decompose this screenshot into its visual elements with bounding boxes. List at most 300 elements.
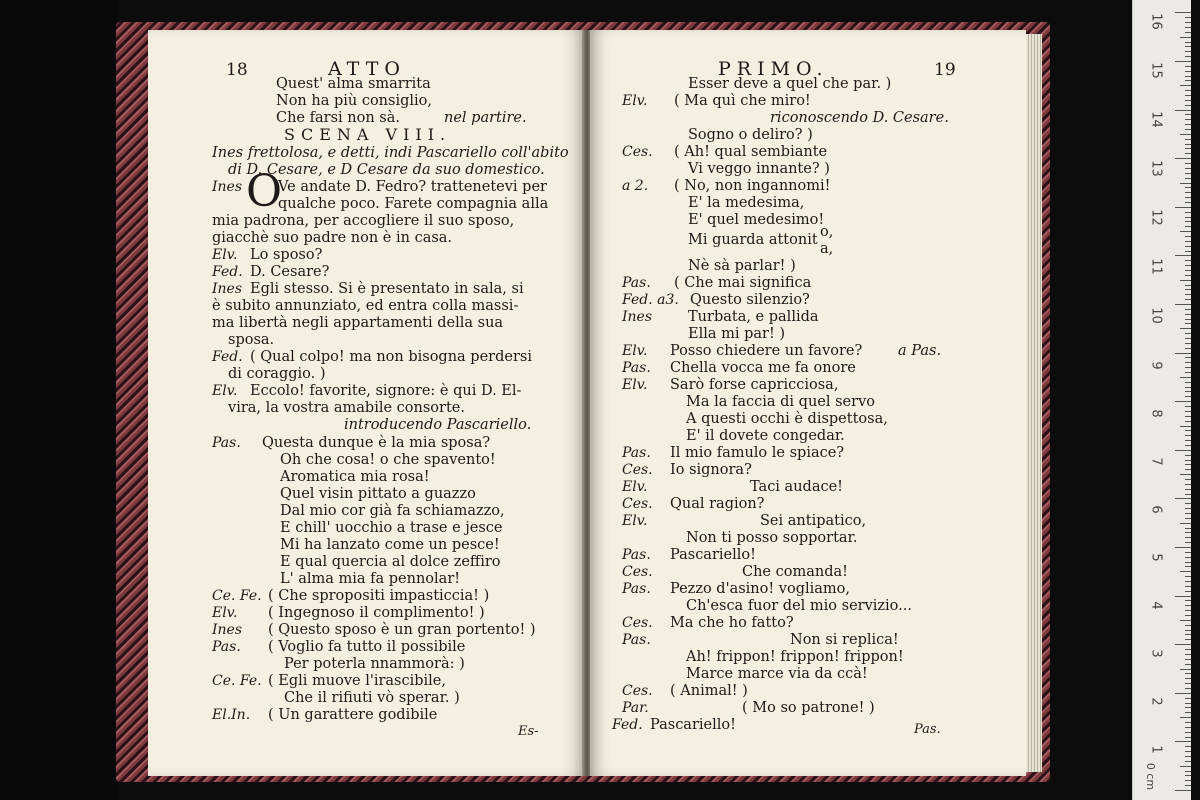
ruler-tick [1175,255,1191,256]
prose-line: sposa. [228,332,275,348]
ruler-tick [1180,37,1191,38]
verse-line: Il mio famulo le spiace? [670,445,845,461]
ruler-tick [1185,503,1191,504]
ruler-tick [1185,518,1191,519]
verse-line: Turbata, e pallida [688,309,819,325]
speaker-label: Pas. [622,275,651,291]
ruler-number: 15 [1148,62,1164,79]
speaker-label: Elv. [622,93,648,109]
ruler-tick [1185,22,1191,23]
ruler-tick [1175,401,1191,402]
catchword: Pas. [914,722,941,737]
ruler-tick [1185,557,1191,558]
verse-line: ( Che mai significa [674,275,812,291]
ruler-number: 6 [1148,505,1164,514]
ruler-tick [1185,785,1191,786]
ruler-tick [1185,576,1191,577]
ruler-tick [1175,547,1191,548]
ruler-tick [1185,600,1191,601]
ruler-tick [1175,158,1191,159]
speaker-label: Fed. [212,349,243,365]
ruler-tick [1175,207,1191,208]
page-number: 18 [226,60,248,80]
ruler-number: 14 [1148,111,1164,128]
verse-line: Pezzo d'asino! vogliamo, [670,581,851,597]
ruler-tick [1185,649,1191,650]
verse-line: Oh che cosa! o che spavento! [280,452,496,468]
verse-line: Non ha più consiglio, [276,93,432,109]
ruler-tick [1185,241,1191,242]
ruler-tick [1185,634,1191,635]
catchword: Es- [518,724,539,739]
speaker-label: Fed. [612,717,643,733]
ruler-tick [1185,625,1191,626]
verse-line: Marce marce via da ccà! [686,666,868,682]
verse-line: Mi guarda attonit [688,232,818,248]
ruler-tick [1185,221,1191,222]
ruler-tick [1175,498,1191,499]
verse-variant-a: a, [820,241,834,257]
prose-line: Ve andate D. Fedro? trattenetevi per [278,179,547,195]
ruler-tick [1180,717,1191,718]
ruler-tick [1185,615,1191,616]
ruler-tick [1185,187,1191,188]
ruler-tick [1185,153,1191,154]
running-header: PRIMO. [718,58,829,80]
ruler-tick [1185,212,1191,213]
prose-line: giacchè suo padre non è in casa. [212,230,453,246]
ruler-tick [1185,309,1191,310]
ruler-tick [1180,85,1191,86]
dark-background [0,0,118,800]
ruler-tick [1185,678,1191,679]
page-edges [1026,34,1042,772]
ruler-tick [1185,372,1191,373]
prose-line: D. Cesare? [250,264,330,280]
verse-line: E' la medesima, [688,195,805,211]
ruler-tick [1185,265,1191,266]
verse-line: Questo silenzio? [690,292,810,308]
speaker-label: Ces. [622,615,653,631]
ruler-tick [1185,727,1191,728]
ruler-tick [1185,197,1191,198]
ruler-number: 7 [1148,457,1164,466]
ruler-tick [1185,387,1191,388]
prose-line: ma libertà negli appartamenti della sua [212,315,504,331]
ruler-tick [1185,537,1191,538]
speaker-label: Elv. [212,247,238,263]
ruler-tick [1185,124,1191,125]
speaker-label: Ces. [622,462,653,478]
ruler-number: 2 [1148,697,1164,706]
speaker-label: Elv. [622,513,648,529]
verse-line: Ma la faccia di quel servo [686,394,875,410]
verse-line: Ma che ho fatto? [670,615,794,631]
ruler-tick [1180,669,1191,670]
prose-line: vira, la vostra amabile consorte. [228,400,465,416]
ruler-tick [1185,314,1191,315]
ruler-tick [1185,343,1191,344]
ruler-tick [1175,741,1191,742]
verse-line: Mi ha lanzato come un pesce! [280,537,500,553]
ruler-tick [1185,285,1191,286]
ruler-tick [1185,722,1191,723]
ruler-tick [1180,280,1191,281]
verse-line: Qual ragion? [670,496,765,512]
ruler-tick [1185,294,1191,295]
ruler-tick [1185,95,1191,96]
ruler-tick [1185,586,1191,587]
ruler-tick [1185,639,1191,640]
ruler-tick [1185,562,1191,563]
ruler-tick [1185,581,1191,582]
verse-line: Pascariello! [670,547,756,563]
speaker-label: a 2. [622,178,649,194]
verse-line: Pascariello! [650,717,736,733]
ruler-tick [1185,746,1191,747]
verse-line: ( Mo so patrone! ) [742,700,875,716]
verse-line: ( Animal! ) [670,683,748,699]
ruler-tick [1180,766,1191,767]
ruler-tick [1185,42,1191,43]
prose-line: di coraggio. ) [228,366,326,382]
ruler-number: 9 [1148,361,1164,370]
ruler-tick [1185,484,1191,485]
ruler-tick [1185,80,1191,81]
speaker-label: Ces. [622,496,653,512]
scene-heading: SCENA VIII. [284,125,452,144]
verse-line: Non si replica! [790,632,899,648]
ruler-tick [1185,445,1191,446]
ruler-tick [1180,620,1191,621]
verse-line: Ella mi par! ) [688,326,786,342]
ruler-tick [1180,134,1191,135]
speaker-label: Fed. a3. [622,292,679,308]
ruler-tick [1185,552,1191,553]
ruler-tick [1185,119,1191,120]
ruler-tick [1185,688,1191,689]
ruler-tick [1185,605,1191,606]
prose-line: qualche poco. Farete compagnia alla [278,196,549,212]
ruler-tick [1185,333,1191,334]
speaker-label: Elv. [212,605,238,621]
ruler-tick [1175,61,1191,62]
ruler-tick [1185,323,1191,324]
ruler-tick [1185,362,1191,363]
ruler-tick [1185,610,1191,611]
verse-line: Sogno o deliro? ) [688,127,813,143]
ruler-tick [1185,532,1191,533]
verse-line: A questi occhi è dispettosa, [686,411,888,427]
ruler-tick [1185,251,1191,252]
right-page [590,30,1026,776]
ruler-tick [1185,780,1191,781]
ruler-tick [1185,654,1191,655]
ruler-tick [1185,416,1191,417]
verse-line: Dal mio cor già fa schiamazzo, [280,503,505,519]
ruler-tick [1185,391,1191,392]
verse-line: Vi veggo innante? ) [688,161,830,177]
ruler-tick [1185,455,1191,456]
speaker-label: Pas. [622,360,651,376]
ruler-tick [1185,756,1191,757]
ruler-tick [1185,144,1191,145]
speaker-label: Ines [212,179,243,195]
verse-line: Sei antipatico, [760,513,867,529]
verse-line: Aromatica mia rosa! [280,469,430,485]
speaker-label: Par. [622,700,649,716]
ruler-tick [1185,17,1191,18]
ruler-tick [1180,571,1191,572]
ruler-tick [1175,353,1191,354]
ruler-tick [1185,129,1191,130]
ruler-tick [1185,513,1191,514]
verse-line: Esser deve a quel che par. ) [688,76,892,92]
ruler-tick [1185,732,1191,733]
speaker-label: Pas. [622,547,651,563]
verse-line: Quel visin pittato a guazzo [280,486,476,502]
ruler-tick [1185,464,1191,465]
ruler-tick [1185,56,1191,57]
ruler-tick [1185,737,1191,738]
ruler-tick [1185,411,1191,412]
ruler-number: 4 [1148,601,1164,610]
ruler-tick [1185,440,1191,441]
prose-line: Eccolo! favorite, signore: è qui D. El- [250,383,522,399]
ruler-tick [1185,566,1191,567]
ruler-tick [1185,299,1191,300]
prose-line: è subito annunziato, ed entra colla massi- [212,298,519,314]
ruler-tick [1185,90,1191,91]
ruler-tick [1185,664,1191,665]
ruler-number: 12 [1148,209,1164,226]
verse-line: E chill' uocchio a trase e jesce [280,520,503,536]
ruler-tick [1180,328,1191,329]
ruler-tick [1185,289,1191,290]
speaker-label: Pas. [622,445,651,461]
prose-line: ( Qual colpo! ma non bisogna perdersi [250,349,532,365]
verse-line: ( Questo sposo è un gran portento! ) [268,622,536,638]
stage-direction: Ines frettolosa, e detti, indi Pascariello coll'abito [212,145,569,161]
speaker-label: Elv. [212,383,238,399]
speaker-label: Pas. [622,632,651,648]
verse-line: Che il rifiuti vò sperar. ) [284,690,460,706]
speaker-label: Elv. [622,479,648,495]
ruler-tick [1185,27,1191,28]
ruler-number: 3 [1148,649,1164,658]
speaker-label: Pas. [212,639,241,655]
ruler-tick [1185,712,1191,713]
verse-line: ( Ah! qual sembiante [674,144,828,160]
ruler-tick [1175,790,1191,791]
verse-line: Non ti posso sopportar. [686,530,858,546]
stage-direction: nel partire. [444,110,527,126]
ruler-tick [1185,542,1191,543]
verse-line: Quest' alma smarrita [276,76,431,92]
ruler-tick [1185,168,1191,169]
verse-line: E' quel medesimo! [688,212,825,228]
stage-direction: di D. Cesare, e D Cesare da suo domestico. [228,162,545,178]
verse-line: ( No, non ingannomi! [674,178,831,194]
ruler-tick [1185,357,1191,358]
ruler-tick [1185,396,1191,397]
ruler-tick [1185,105,1191,106]
verse-line: Chella vocca me fa onore [670,360,856,376]
measuring-ruler [1132,0,1191,800]
ruler-number: 5 [1148,553,1164,562]
ruler-number: 13 [1148,160,1164,177]
ruler-tick [1180,523,1191,524]
ruler-tick [1185,703,1191,704]
verse-line: ( Egli muove l'irascibile, [268,673,447,689]
ruler-tick [1185,46,1191,47]
running-header: ATTO [328,58,406,80]
verse-variant-o: o, [820,224,834,240]
ruler-tick [1175,693,1191,694]
verse-line: Sarò forse capricciosa, [670,377,839,393]
ruler-tick [1185,338,1191,339]
verse-line: Questa dunque è la mia sposa? [262,435,491,451]
ruler-number: 10 [1148,307,1164,324]
verse-line: Taci audace! [750,479,843,495]
verse-line: ( Che spropositi impasticcia! ) [268,588,490,604]
verse-line: ( Un garattere godibile [268,707,438,723]
ruler-tick [1185,460,1191,461]
ruler-tick [1185,698,1191,699]
ruler-tick [1175,110,1191,111]
verse-line: Ah! frippon! frippon! frippon! [686,649,904,665]
ruler-tick [1180,377,1191,378]
speaker-label: Ce. Fe. [212,673,262,689]
ruler-tick [1185,435,1191,436]
speaker-label: Ces. [622,144,653,160]
verse-line: E qual quercia al dolce zeffiro [280,554,501,570]
ruler-tick [1185,367,1191,368]
speaker-label: El.In. [212,707,251,723]
verse-line: Posso chiedere un favore? [670,343,863,359]
ruler-tick [1185,382,1191,383]
ruler-tick [1185,260,1191,261]
ruler-tick [1180,426,1191,427]
ruler-tick [1175,304,1191,305]
ruler-number: 16 [1148,13,1164,30]
ruler-tick [1185,236,1191,237]
stage-direction: a Pas. [898,343,942,359]
speaker-label: Ces. [622,564,653,580]
ruler-tick [1185,430,1191,431]
ruler-tick [1185,406,1191,407]
drop-cap: O [246,166,283,217]
verse-line: ( Voglio fa tutto il possibile [268,639,466,655]
verse-line: Nè sà parlar! ) [688,258,796,274]
verse-line: ( Ma quì che miro! [674,93,811,109]
verse-line: Io signora? [670,462,752,478]
ruler-tick [1175,644,1191,645]
ruler-tick [1185,217,1191,218]
ruler-number: 8 [1148,409,1164,418]
prose-line: mia padrona, per accogliere il suo sposo, [212,213,515,229]
ruler-number: 11 [1148,258,1164,275]
ruler-tick [1185,528,1191,529]
ruler-tick [1185,775,1191,776]
stage-direction: introducendo Pascariello. [344,417,532,433]
ruler-tick [1185,178,1191,179]
ruler-tick [1185,71,1191,72]
ruler-tick [1185,192,1191,193]
ruler-tick [1185,76,1191,77]
ruler-tick [1185,707,1191,708]
ruler-tick [1175,596,1191,597]
prose-line: Lo sposo? [250,247,323,263]
prose-line: Egli stesso. Si è presentato in sala, si [250,281,524,297]
verse-line: Che comanda! [742,564,848,580]
ruler-tick [1185,761,1191,762]
ruler-tick [1185,319,1191,320]
ruler-tick [1185,591,1191,592]
page-number: 19 [934,60,956,80]
verse-line: ( Ingegnoso il complimento! ) [268,605,485,621]
speaker-label: Fed. [212,264,243,280]
ruler-tick [1185,270,1191,271]
ruler-tick [1175,12,1191,13]
verse-line: E' il dovete congedar. [686,428,845,444]
ruler-tick [1185,163,1191,164]
speaker-label: Ce. Fe. [212,588,262,604]
speaker-label: Elv. [622,377,648,393]
stage-direction: riconoscendo D. Cesare. [770,110,949,126]
ruler-tick [1185,100,1191,101]
ruler-tick [1185,246,1191,247]
ruler-tick [1185,630,1191,631]
ruler-tick [1185,114,1191,115]
ruler-tick [1185,66,1191,67]
ruler-tick [1185,421,1191,422]
ruler-tick [1175,450,1191,451]
ruler-tick [1185,494,1191,495]
verse-line: Che farsi non sà. [276,110,400,126]
ruler-number: 1 [1148,745,1164,754]
ruler-tick [1185,173,1191,174]
speaker-label: Ces. [622,683,653,699]
verse-line: Per poterla nnammorà: ) [284,656,465,672]
ruler-tick [1185,148,1191,149]
ruler-tick [1185,659,1191,660]
ruler-tick [1185,32,1191,33]
verse-line: Ch'esca fuor del mio servizio... [686,598,912,614]
ruler-tick [1180,474,1191,475]
ruler-tick [1185,479,1191,480]
ruler-tick [1185,751,1191,752]
ruler-tick [1180,231,1191,232]
ruler-tick [1185,469,1191,470]
speaker-label: Ines [212,622,243,638]
ruler-tick [1185,348,1191,349]
speaker-label: Pas. [622,581,651,597]
ruler-tick [1185,202,1191,203]
ruler-tick [1185,508,1191,509]
ruler-tick [1185,51,1191,52]
left-page [148,30,584,776]
ruler-tick [1185,771,1191,772]
ruler-tick [1185,275,1191,276]
ruler-tick [1185,683,1191,684]
verse-line: L' alma mia fa pennolar! [280,571,461,587]
ruler-tick [1185,139,1191,140]
speaker-label: Ines [212,281,243,297]
ruler-unit-label: 0 cm [1144,762,1158,791]
speaker-label: Elv. [622,343,648,359]
ruler-tick [1185,673,1191,674]
